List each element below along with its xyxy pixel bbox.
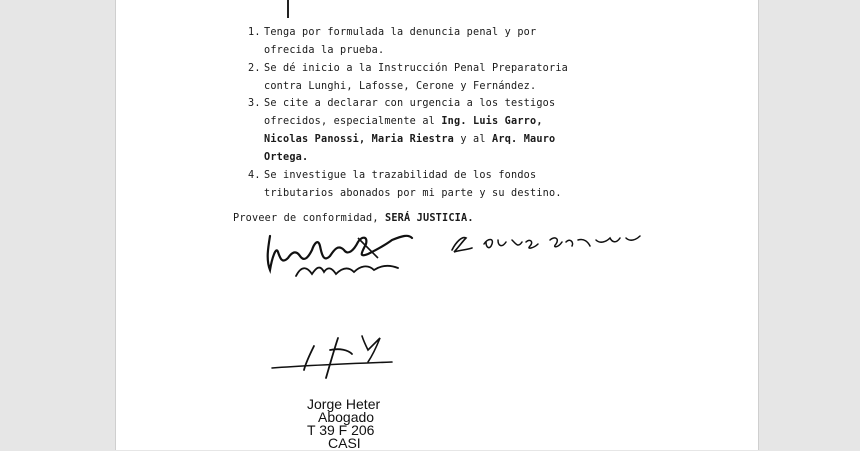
witness-ortega-title: Arq. Mauro <box>492 134 556 145</box>
item-3-line-1: Se cite a declarar con urgencia a los testigos <box>264 98 556 109</box>
item-3-line-3-text: y al <box>454 134 493 145</box>
lawyer-name: Jorge Heter <box>307 396 381 412</box>
item-2-line-2: contra Lunghi, Lafosse, Cerone y Fernández. <box>264 81 537 92</box>
lawyer-registration: T 39 F 206 <box>307 422 375 438</box>
item-3-line-3 <box>264 131 555 149</box>
witness-garro: Ing. Luis Garro, <box>441 116 543 127</box>
item-3-line-4 <box>264 149 308 167</box>
closing-emphasis: SERÁ JUSTICIA. <box>385 213 474 224</box>
witness-ortega-surname: Ortega. <box>264 152 309 163</box>
item-3-line-2-text: ofrecidos, especialmente al <box>264 116 442 127</box>
item-4-line-1: Se investigue la trazabilidad de los fondos <box>264 170 537 181</box>
item-1-line-1: Tenga por formulada la denuncia penal y por <box>264 27 537 38</box>
item-number-1: 1. <box>248 27 261 38</box>
item-number-2: 2. <box>248 63 261 74</box>
lawyer-organization: CASI <box>328 435 361 451</box>
signature-lawyer <box>268 328 398 384</box>
margin-line <box>287 0 289 18</box>
item-1-line-2: ofrecida la prueba. <box>264 45 385 56</box>
item-3-line-2 <box>264 113 543 131</box>
signature-left <box>262 228 422 280</box>
item-2-line-1: Se dé inicio a la Instrucción Penal Preparatoria <box>264 63 569 74</box>
witnesses-panossi-riestra: Nicolas Panossi, Maria Riestra <box>264 134 455 145</box>
lawyer-title: Abogado <box>318 409 375 425</box>
closing-text: Proveer de conformidad, <box>233 213 386 224</box>
signature-right <box>440 228 650 258</box>
closing-line <box>233 210 474 228</box>
item-4-line-2: tributarios abonados por mi parte y su destino. <box>264 188 562 199</box>
item-number-3: 3. <box>248 98 261 109</box>
item-number-4: 4. <box>248 170 261 181</box>
